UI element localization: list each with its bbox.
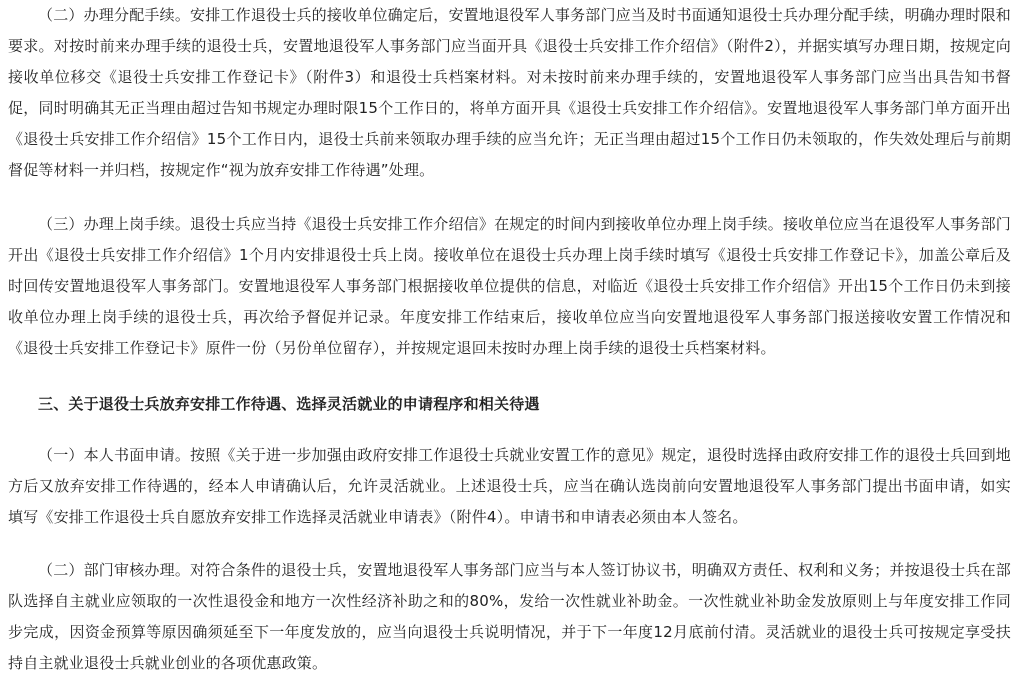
paragraph-assign-procedure: （二）办理分配手续。安排工作退役士兵的接收单位确定后，安置地退役军人事务部门应当及时书面通知退役士兵办理分配手续，明确办理时限和要求。对按时前来办理手续的退役士兵，安置地退役军人事务部门应当面开具《退役士兵安排工作介绍信》（附件2），并据实填写办理日期，按规定向接收单位移交《退役士兵安排工作登记卡》（附件3）和退役士兵档案材料。对未按时前来办理手续的，安置地退役军人事务部门应当出具告知书督促，同时明确其无正当理由超过告知书规定办理时限15个工作日的，将单方面开具《退役士兵安排工作介绍信》。安置地退役军人事务部门单方面开出《退役士兵安排工作介绍信》15个工作日内，退役士兵前来领取办理手续的应当允许；无正当理由超过15个工作日仍未领取的，作失效处理后与前期督促等材料一并归档，按规定作“视为放弃安排工作待遇”处理。 <box>8 6 1011 179</box>
paragraph-department-review: （二）部门审核办理。对符合条件的退役士兵，安置地退役军人事务部门应当与本人签订协议书，明确双方责任、权利和义务；并按退役士兵在部队选择自主就业应领取的一次性退役金和地方一次性经济补助之和的80%，发给一次性就业补助金。一次性就业补助金发放原则上与年度安排工作同步完成，因资金预算等原因确须延至下一年度发放的，应当向退役士兵说明情况，并于下一年度12月底前付清。灵活就业的退役士兵可按规定享受扶持自主就业退役士兵就业创业的各项优惠政策。 <box>8 561 1011 672</box>
paragraph-onboarding-procedure: （三）办理上岗手续。退役士兵应当持《退役士兵安排工作介绍信》在规定的时间内到接收单位办理上岗手续。接收单位应当在退役军人事务部门开出《退役士兵安排工作介绍信》1个月内安排退役士兵上岗。接收单位在退役士兵办理上岗手续时填写《退役士兵安排工作登记卡》，加盖公章后及时回传安置地退役军人事务部门。安置地退役军人事务部门根据接收单位提供的信息，对临近《退役士兵安排工作介绍信》开出15个工作日仍未到接收单位办理上岗手续的退役士兵，再次给予督促并记录。年度安排工作结束后，接收单位应当向安置地退役军人事务部门报送接收安置工作情况和《退役士兵安排工作登记卡》原件一份（另份单位留存），并按规定退回未按时办理上岗手续的退役士兵档案材料。 <box>8 215 1011 357</box>
paragraph-written-application: （一）本人书面申请。按照《关于进一步加强由政府安排工作退役士兵就业安置工作的意见》规定，退役时选择由政府安排工作的退役士兵回到地方后又放弃安排工作待遇的，经本人申请确认后，允许灵活就业。上述退役士兵，应当在确认选岗前向安置地退役军人事务部门提出书面申请，如实填写《安排工作退役士兵自愿放弃安排工作选择灵活就业申请表》（附件4）。申请书和申请表必须由本人签名。 <box>8 446 1011 526</box>
section-heading: 三、关于退役士兵放弃安排工作待遇、选择灵活就业的申请程序和相关待遇 <box>38 395 540 413</box>
